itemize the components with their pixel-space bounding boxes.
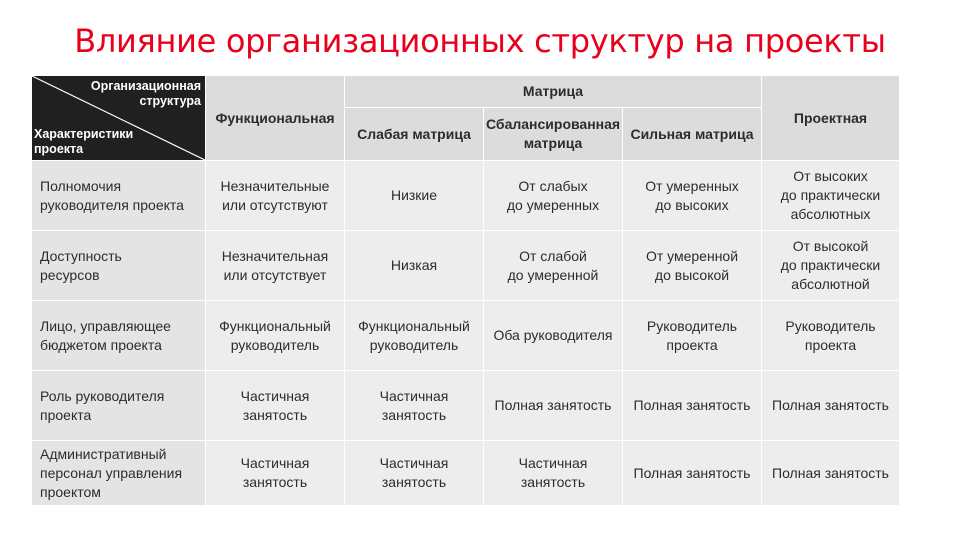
table-cell: От умеренной до высокой (623, 231, 762, 301)
table-row (32, 231, 900, 301)
table-header-row (32, 76, 900, 108)
org-structures-table (31, 75, 900, 506)
column-header-weak-matrix: Слабая матрица (345, 108, 484, 161)
table-cell: Руководитель проекта (623, 301, 762, 371)
column-header-functional: Функциональная (206, 76, 345, 161)
table-row (32, 161, 900, 231)
table-cell: Частичная занятость (345, 371, 484, 441)
table-cell: От умеренных до высоких (623, 161, 762, 231)
column-header-project: Проектная (762, 76, 900, 161)
table-cell: Незначительные или отсутствуют (206, 161, 345, 231)
table-cell: Полная занятость (762, 441, 900, 506)
table-cell: Функциональный руководитель (206, 301, 345, 371)
table-cell: От слабой до умеренной (484, 231, 623, 301)
table-cell: От слабых до умеренных (484, 161, 623, 231)
table-cell: Частичная занятость (484, 441, 623, 506)
row-label-pm-role: Роль руководителя проекта (32, 371, 206, 441)
table-cell: Полная занятость (623, 441, 762, 506)
table-cell: Руководитель проекта (762, 301, 900, 371)
column-header-matrix: Матрица (345, 76, 762, 108)
row-label-budget: Лицо, управляющее бюджетом проекта (32, 301, 206, 371)
table-cell: Низкая (345, 231, 484, 301)
table-cell: Полная занятость (484, 371, 623, 441)
table-cell: Частичная занятость (206, 441, 345, 506)
table-cell: Незначительная или отсутствует (206, 231, 345, 301)
row-label-admin-staff: Административный персонал управления проектом (32, 441, 206, 506)
table-cell: От высокой до практически абсолютной (762, 231, 900, 301)
table-row (32, 441, 900, 506)
page-title: Влияние организационных структур на проекты (74, 22, 886, 60)
table-corner-header (32, 76, 206, 161)
table-cell: Полная занятость (623, 371, 762, 441)
table-cell: Полная занятость (762, 371, 900, 441)
table-row (32, 371, 900, 441)
table-cell: Частичная занятость (206, 371, 345, 441)
table-cell: Оба руководителя (484, 301, 623, 371)
column-header-balanced-matrix: Сбалансированная матрица (484, 108, 623, 161)
table-row (32, 301, 900, 371)
table-cell: От высоких до практически абсолютных (762, 161, 900, 231)
table-cell: Функциональный руководитель (345, 301, 484, 371)
row-label-authority: Полномочия руководителя проекта (32, 161, 206, 231)
row-label-resources: Доступность ресурсов (32, 231, 206, 301)
corner-label-characteristics: Характеристики проекта (34, 127, 134, 156)
column-header-strong-matrix: Сильная матрица (623, 108, 762, 161)
table-cell: Частичная занятость (345, 441, 484, 506)
corner-label-structure: Организационная структура (90, 79, 201, 108)
table-cell: Низкие (345, 161, 484, 231)
